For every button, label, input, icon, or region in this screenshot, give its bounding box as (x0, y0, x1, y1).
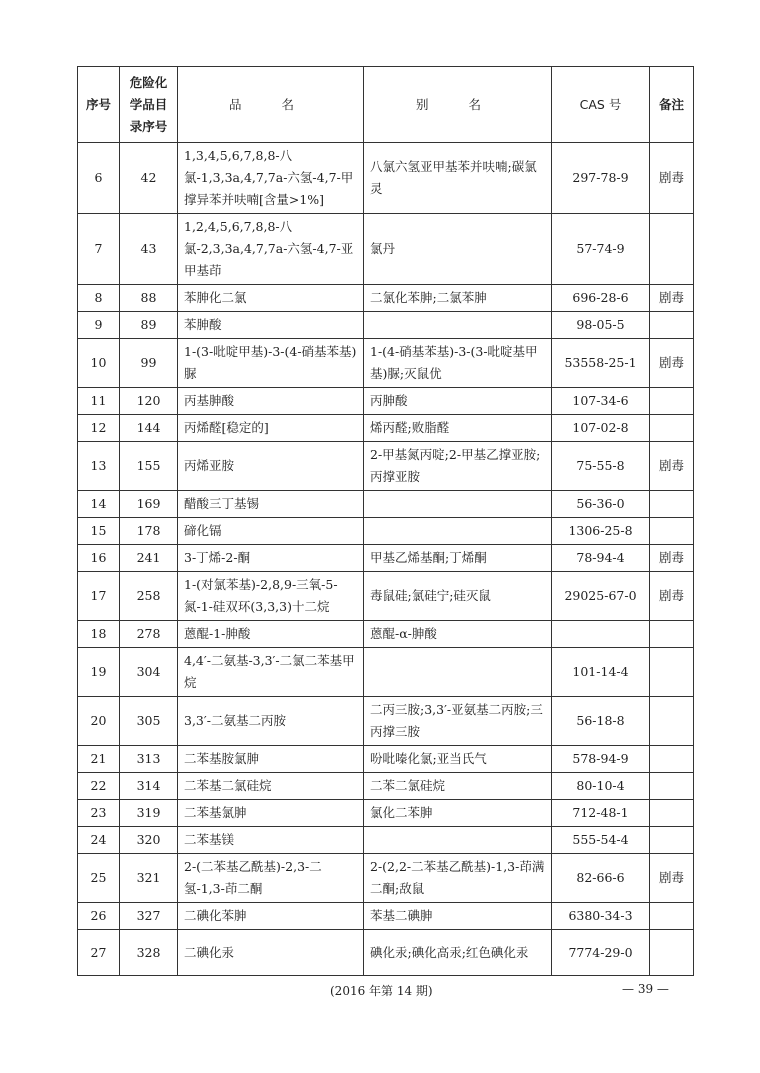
cell-seq: 22 (78, 773, 120, 800)
cell-cas: 56-36-0 (552, 491, 650, 518)
table-row (78, 572, 694, 621)
cell-seq: 9 (78, 312, 120, 339)
cell-cas: 82-66-6 (552, 854, 650, 903)
cell-seq: 10 (78, 339, 120, 388)
cell-note: 剧毒 (650, 285, 694, 312)
cell-name: 蒽醌-1-胂酸 (178, 621, 364, 648)
cell-note (650, 491, 694, 518)
cell-alias (364, 312, 552, 339)
cell-cas: 56-18-8 (552, 697, 650, 746)
cell-catalog-seq: 319 (120, 800, 178, 827)
table-row (78, 518, 694, 545)
cell-name: 苯胂化二氯 (178, 285, 364, 312)
cell-alias: 毒鼠硅;氯硅宁;硅灭鼠 (364, 572, 552, 621)
cell-catalog-seq: 278 (120, 621, 178, 648)
cell-alias: 2-甲基氮丙啶;2-甲基乙撑亚胺;丙撑亚胺 (364, 442, 552, 491)
cell-cas: 53558-25-1 (552, 339, 650, 388)
cell-note (650, 312, 694, 339)
cell-alias: 蒽醌-α-胂酸 (364, 621, 552, 648)
cell-catalog-seq: 305 (120, 697, 178, 746)
header-catalog-line: 危险化 (129, 74, 168, 90)
cell-cas: 78-94-4 (552, 545, 650, 572)
cell-name: 2-(二苯基乙酰基)-2,3-二氢-1,3-茚二酮 (178, 854, 364, 903)
cell-note: 剧毒 (650, 339, 694, 388)
table-row (78, 545, 694, 572)
cell-alias: 烯丙醛;败脂醛 (364, 415, 552, 442)
table-row (78, 621, 694, 648)
header-seq: 序号 (78, 67, 120, 143)
cell-seq: 8 (78, 285, 120, 312)
cell-catalog-seq: 328 (120, 930, 178, 976)
cell-cas: 297-78-9 (552, 143, 650, 214)
cell-alias: 吩吡嗪化氯;亚当氏气 (364, 746, 552, 773)
cell-seq: 24 (78, 827, 120, 854)
cell-catalog-seq: 320 (120, 827, 178, 854)
cell-name: 丙基胂酸 (178, 388, 364, 415)
cell-note (650, 773, 694, 800)
cell-alias: 1-(4-硝基苯基)-3-(3-吡啶基甲基)脲;灭鼠优 (364, 339, 552, 388)
table-row (78, 442, 694, 491)
table-row (78, 854, 694, 903)
cell-alias: 二氯化苯胂;二氯苯胂 (364, 285, 552, 312)
table-row (78, 491, 694, 518)
cell-note (650, 697, 694, 746)
cell-seq: 26 (78, 903, 120, 930)
cell-catalog-seq: 314 (120, 773, 178, 800)
cell-cas: 98-05-5 (552, 312, 650, 339)
cell-catalog-seq: 321 (120, 854, 178, 903)
cell-catalog-seq: 178 (120, 518, 178, 545)
cell-name: 二碘化苯胂 (178, 903, 364, 930)
cell-catalog-seq: 258 (120, 572, 178, 621)
cell-cas: 80-10-4 (552, 773, 650, 800)
cell-cas (552, 621, 650, 648)
cell-name: 二苯基二氯硅烷 (178, 773, 364, 800)
cell-alias: 碘化汞;碘化高汞;红色碘化汞 (364, 930, 552, 976)
cell-alias: 二苯二氯硅烷 (364, 773, 552, 800)
table-row (78, 339, 694, 388)
cell-alias (364, 827, 552, 854)
cell-note (650, 930, 694, 976)
cell-catalog-seq: 120 (120, 388, 178, 415)
cell-alias (364, 491, 552, 518)
cell-seq: 13 (78, 442, 120, 491)
header-alias: 别 名 (364, 67, 552, 143)
cell-note (650, 415, 694, 442)
cell-cas: 101-14-4 (552, 648, 650, 697)
table-row (78, 930, 694, 976)
header-note: 备注 (650, 67, 694, 143)
cell-cas: 107-02-8 (552, 415, 650, 442)
table-row (78, 415, 694, 442)
cell-cas: 712-48-1 (552, 800, 650, 827)
cell-alias: 丙胂酸 (364, 388, 552, 415)
cell-seq: 19 (78, 648, 120, 697)
table-header-row (78, 67, 694, 143)
cell-name: 1,3,4,5,6,7,8,8-八氯-1,3,3a,4,7,7a-六氢-4,7-甲撑异苯并呋喃[含量>1%] (178, 143, 364, 214)
table-row (78, 773, 694, 800)
cell-cas: 57-74-9 (552, 214, 650, 285)
cell-seq: 17 (78, 572, 120, 621)
cell-seq: 16 (78, 545, 120, 572)
cell-note (650, 903, 694, 930)
cell-name: 二碘化汞 (178, 930, 364, 976)
cell-cas: 29025-67-0 (552, 572, 650, 621)
cell-name: 3-丁烯-2-酮 (178, 545, 364, 572)
cell-seq: 18 (78, 621, 120, 648)
cell-catalog-seq: 169 (120, 491, 178, 518)
cell-catalog-seq: 327 (120, 903, 178, 930)
cell-alias: 甲基乙烯基酮;丁烯酮 (364, 545, 552, 572)
cell-name: 碲化镉 (178, 518, 364, 545)
cell-note (650, 827, 694, 854)
table-row (78, 388, 694, 415)
cell-note (650, 388, 694, 415)
cell-alias: 氯化二苯胂 (364, 800, 552, 827)
cell-seq: 20 (78, 697, 120, 746)
cell-seq: 11 (78, 388, 120, 415)
table-row (78, 648, 694, 697)
cell-alias: 八氯六氢亚甲基苯并呋喃;碳氯灵 (364, 143, 552, 214)
cell-note: 剧毒 (650, 442, 694, 491)
cell-note: 剧毒 (650, 854, 694, 903)
cell-alias (364, 648, 552, 697)
page-number: — 39 — (622, 982, 669, 996)
cell-name: 二苯基镁 (178, 827, 364, 854)
cell-catalog-seq: 89 (120, 312, 178, 339)
cell-seq: 23 (78, 800, 120, 827)
table-row (78, 903, 694, 930)
cell-seq: 12 (78, 415, 120, 442)
header-name: 品 名 (178, 67, 364, 143)
cell-alias (364, 518, 552, 545)
cell-catalog-seq: 144 (120, 415, 178, 442)
cell-seq: 15 (78, 518, 120, 545)
cell-name: 1,2,4,5,6,7,8,8-八氯-2,3,3a,4,7,7a-六氢-4,7-亚甲基茚 (178, 214, 364, 285)
chemical-table (77, 66, 694, 976)
cell-cas: 555-54-4 (552, 827, 650, 854)
cell-cas: 75-55-8 (552, 442, 650, 491)
issue-label: (2016 年第 14 期) (330, 984, 433, 998)
cell-note: 剧毒 (650, 143, 694, 214)
cell-seq: 7 (78, 214, 120, 285)
header-cas: CAS 号 (552, 67, 650, 143)
cell-name: 1-(3-吡啶甲基)-3-(4-硝基苯基)脲 (178, 339, 364, 388)
cell-cas: 7774-29-0 (552, 930, 650, 976)
header-catalog-line: 学品目 (129, 96, 168, 112)
cell-name: 二苯基氯胂 (178, 800, 364, 827)
cell-note (650, 648, 694, 697)
cell-catalog-seq: 42 (120, 143, 178, 214)
cell-seq: 14 (78, 491, 120, 518)
cell-alias: 2-(2,2-二苯基乙酰基)-1,3-茚满二酮;敌鼠 (364, 854, 552, 903)
table-row (78, 143, 694, 214)
cell-note (650, 746, 694, 773)
cell-name: 1-(对氯苯基)-2,8,9-三氧-5-氮-1-硅双环(3,3,3)十二烷 (178, 572, 364, 621)
cell-name: 醋酸三丁基锡 (178, 491, 364, 518)
cell-catalog-seq: 304 (120, 648, 178, 697)
cell-catalog-seq: 241 (120, 545, 178, 572)
cell-name: 3,3′-二氨基二丙胺 (178, 697, 364, 746)
header-catalog-seq (120, 67, 178, 143)
cell-catalog-seq: 88 (120, 285, 178, 312)
cell-cas: 696-28-6 (552, 285, 650, 312)
cell-note (650, 518, 694, 545)
table-row (78, 285, 694, 312)
table-row (78, 800, 694, 827)
cell-name: 丙烯醛[稳定的] (178, 415, 364, 442)
cell-cas: 578-94-9 (552, 746, 650, 773)
cell-note (650, 621, 694, 648)
cell-catalog-seq: 99 (120, 339, 178, 388)
cell-name: 二苯基胺氯胂 (178, 746, 364, 773)
table-row (78, 312, 694, 339)
cell-alias: 苯基二碘胂 (364, 903, 552, 930)
cell-cas: 6380-34-3 (552, 903, 650, 930)
cell-note (650, 800, 694, 827)
cell-seq: 21 (78, 746, 120, 773)
cell-name: 4,4′-二氨基-3,3′-二氯二苯基甲烷 (178, 648, 364, 697)
cell-alias: 二丙三胺;3,3′-亚氨基二丙胺;三丙撑三胺 (364, 697, 552, 746)
cell-catalog-seq: 43 (120, 214, 178, 285)
cell-catalog-seq: 155 (120, 442, 178, 491)
header-catalog-line: 录序号 (129, 118, 168, 134)
table-row (78, 697, 694, 746)
cell-alias: 氯丹 (364, 214, 552, 285)
cell-note: 剧毒 (650, 545, 694, 572)
cell-note (650, 214, 694, 285)
table-row (78, 746, 694, 773)
cell-seq: 25 (78, 854, 120, 903)
cell-note: 剧毒 (650, 572, 694, 621)
cell-cas: 107-34-6 (552, 388, 650, 415)
cell-name: 苯胂酸 (178, 312, 364, 339)
cell-name: 丙烯亚胺 (178, 442, 364, 491)
cell-seq: 27 (78, 930, 120, 976)
table-row (78, 214, 694, 285)
cell-seq: 6 (78, 143, 120, 214)
cell-cas: 1306-25-8 (552, 518, 650, 545)
cell-catalog-seq: 313 (120, 746, 178, 773)
table-row (78, 827, 694, 854)
